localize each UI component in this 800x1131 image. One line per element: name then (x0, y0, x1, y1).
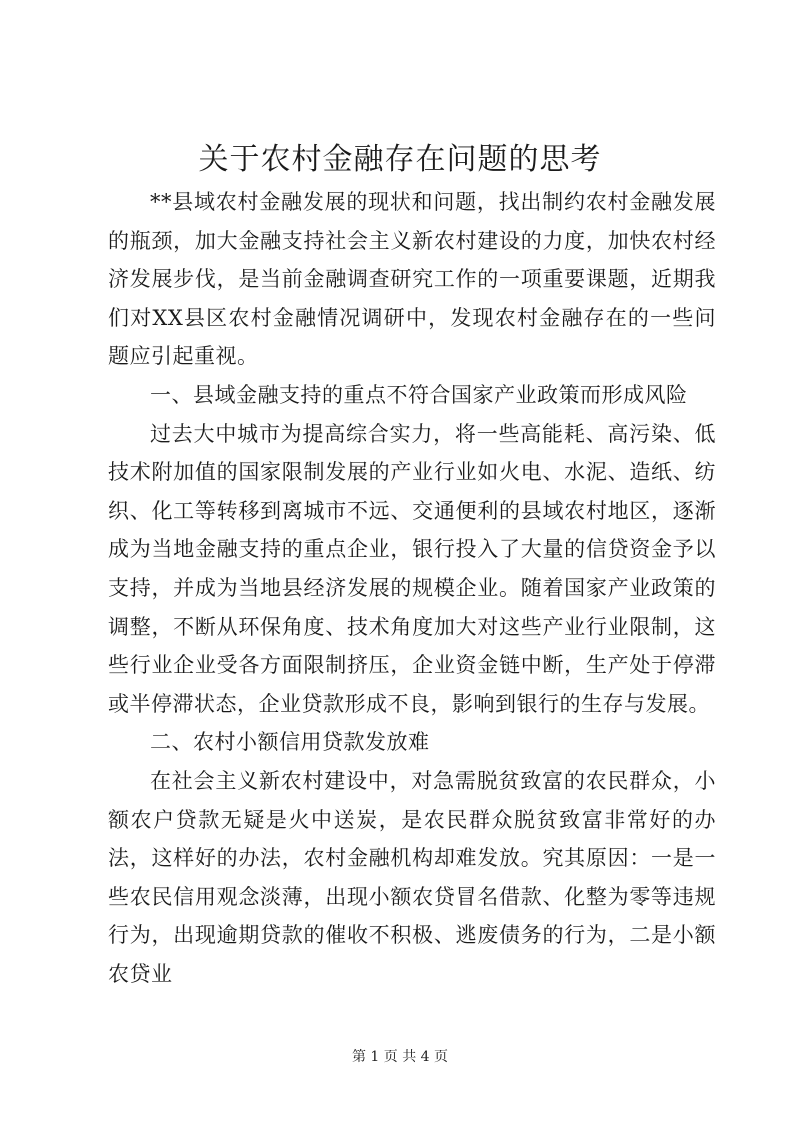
section-heading-1: 一、县域金融支持的重点不符合国家产业政策而形成风险 (150, 382, 688, 407)
document-title: 关于农村金融存在问题的思考 (198, 142, 602, 177)
section-heading-2: 二、农村小额信用贷款发放难 (150, 730, 430, 755)
paragraph-section-1: 过去大中城市为提高综合实力，将一些高能耗、高污染、低技术附加值的国家限制发展的产业行业如火电、水泥、造纸、纺织、化工等转移到离城市不远、交通便利的县域农村地区，逐渐成为当地金融支持的重点企业，银行投入了大量的信贷资金予以支持，并成为当地县经济发展的规模企业。随着国家产业政策的调整，不断从环保角度、技术角度加大对这些产业行业限制，这些行业企业受各方面限制挤压，企业资金链中断，生产处于停滞或半停滞状态，企业贷款形成不良，影响到银行的生存与发展。 (108, 421, 716, 716)
document-body (108, 183, 716, 993)
paragraph-section-2: 在社会主义新农村建设中，对急需脱贫致富的农民群众，小额农户贷款无疑是火中送炭，是农民群众脱贫致富非常好的办法，这样好的办法，农村金融机构却难发放。究其原因：一是一些农民信用观念淡薄，出现小额农贷冒名借款、化整为零等违规行为，出现逾期贷款的催收不积极、逃废债务的行为，二是小额农贷业 (108, 768, 716, 986)
paragraph-intro: **县域农村金融发展的现状和问题，找出制约农村金融发展的瓶颈，加大金融支持社会主义新农村建设的力度，加快农村经济发展步伐，是当前金融调查研究工作的一项重要课题，近期我们对XX县区农村金融情况调研中，发现农村金融存在的一些问题应引起重视。 (108, 190, 716, 369)
page-footer: 第 1 页 共 4 页 (351, 1049, 449, 1065)
